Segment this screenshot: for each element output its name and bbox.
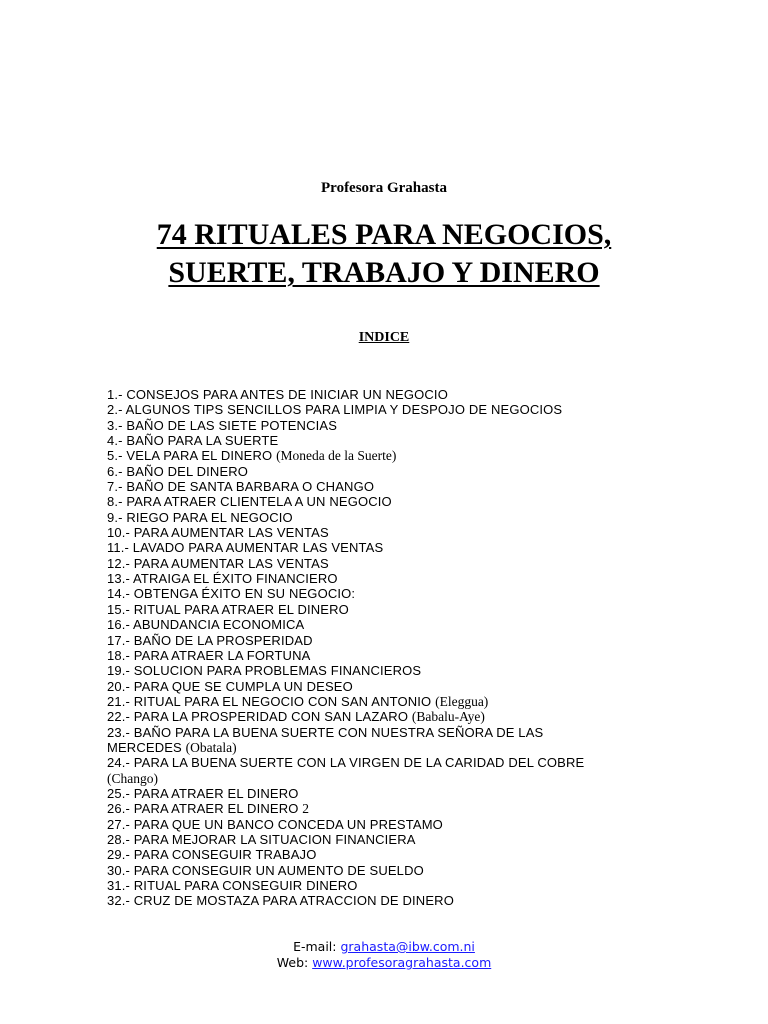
toc-entry [107,418,647,433]
toc-entry [107,817,647,832]
toc-entry [107,648,647,663]
toc-entry [107,694,647,709]
toc-entry-note: (Babalu-Aye) [411,709,485,725]
toc-entry [107,448,647,463]
toc-entry-text: 19.- SOLUCION PARA PROBLEMAS FINANCIEROS [107,663,422,679]
title-line-1: 74 RITUALES PARA NEGOCIOS, [156,218,612,251]
toc-entry-text: 30.- PARA CONSEGUIR UN AUMENTO DE SUELDO [107,862,424,878]
email-link[interactable]: grahasta@ibw.com.ni [340,939,475,954]
toc-entry-text: MERCEDES [107,739,186,755]
toc-entry-text: 28.- PARA MEJORAR LA SITUACION FINANCIERA [107,831,416,847]
toc-entry-text: 23.- BAÑO PARA LA BUENA SUERTE CON NUESTRA SEÑORA DE LAS [107,724,544,740]
toc-entry [107,771,647,786]
toc-entry-text: 27.- PARA QUE UN BANCO CONCEDA UN PRESTAMO [107,816,443,832]
index-heading: INDICE [358,330,410,345]
toc-entry-text: 12.- PARA AUMENTAR LAS VENTAS [107,555,329,571]
toc-entry [107,387,647,402]
toc-entry-text: 29.- PARA CONSEGUIR TRABAJO [107,847,317,863]
toc-entry-text: 24.- PARA LA BUENA SUERTE CON LA VIRGEN DE LA CARIDAD DEL COBRE [107,755,585,771]
toc-entry [107,863,647,878]
toc-entry-text: 21.- RITUAL PARA EL NEGOCIO CON SAN ANTONIO [107,693,436,709]
toc-entry [107,479,647,494]
toc-entry-text: 16.- ABUNDANCIA ECONOMICA [107,617,305,633]
toc-entry-text: 10.- PARA AUMENTAR LAS VENTAS [107,525,329,541]
author-name: Profesora Grahasta [321,180,447,196]
footer-web-line [0,955,768,971]
toc-entry [107,402,647,417]
document-title [0,216,768,292]
toc-entry [107,709,647,724]
toc-entry-text: 20.- PARA QUE SE CUMPLA UN DESEO [107,678,353,694]
toc-entry-text: 18.- PARA ATRAER LA FORTUNA [107,647,311,663]
toc-entry-text: 8.- PARA ATRAER CLIENTELA A UN NEGOCIO [107,494,392,510]
toc-entry [107,571,647,586]
toc-entry [107,633,647,648]
toc-entry [107,755,647,770]
toc-entry-text: 25.- PARA ATRAER EL DINERO [107,785,299,801]
toc-entry [107,494,647,509]
toc-entry [107,525,647,540]
toc-entry [107,832,647,847]
toc-entry-text: 7.- BAÑO DE SANTA BARBARA O CHANGO [107,479,375,495]
footer-email-line [0,939,768,955]
toc-entry [107,602,647,617]
toc-entry-note: (Eleggua) [435,693,489,709]
footer [0,939,768,971]
toc-entry-note: (Moneda de la Suerte) [276,448,397,464]
toc-entry-text: 9.- RIEGO PARA EL NEGOCIO [107,509,293,525]
toc-entry-text: 2.- ALGUNOS TIPS SENCILLOS PARA LIMPIA Y DESPOJO DE NEGOCIOS [107,402,563,418]
toc-entry [107,540,647,555]
toc-entry [107,679,647,694]
toc-entry-text: 32.- CRUZ DE MOSTAZA PARA ATRACCION DE DINERO [107,893,454,909]
toc-entry-text: 26.- PARA ATRAER EL DINERO [107,801,303,817]
toc-entry-text: 17.- BAÑO DE LA PROSPERIDAD [107,632,313,648]
toc-entry [107,510,647,525]
toc-entry [107,725,647,740]
toc-entry-text: 13.- ATRAIGA EL ÉXITO FINANCIERO [107,571,338,587]
toc-entry [107,464,647,479]
email-label: E-mail: [293,939,341,954]
toc-entry-text: 31.- RITUAL PARA CONSEGUIR DINERO [107,878,358,893]
toc-entry [107,433,647,448]
toc-entry-note: (Chango) [107,770,158,786]
web-link[interactable]: www.profesoragrahasta.com [312,955,492,970]
toc-entry-text: 5.- VELA PARA EL DINERO [107,448,277,464]
toc-entry [107,740,647,755]
toc-entry-text: 3.- BAÑO DE LAS SIETE POTENCIAS [107,417,338,433]
toc-entry [107,893,647,908]
toc-entry-text: 14.- OBTENGA ÉXITO EN SU NEGOCIO: [107,586,356,602]
toc-entry [107,617,647,632]
toc-entry [107,663,647,678]
toc-entry-note: 2 [302,801,310,817]
toc-entry [107,786,647,801]
toc-entry [107,586,647,601]
toc-entry-text: 15.- RITUAL PARA ATRAER EL DINERO [107,601,349,617]
toc-entry [107,556,647,571]
web-label: Web: [276,955,313,970]
toc-entry-text: 6.- BAÑO DEL DINERO [107,463,249,479]
toc-entry-text: 11.- LAVADO PARA AUMENTAR LAS VENTAS [107,540,384,556]
toc-entry [107,847,647,862]
toc-entry [107,801,647,816]
toc-entry [107,878,647,893]
title-line-2: SUERTE, TRABAJO Y DINERO [168,256,600,289]
toc-entry-text: 1.- CONSEJOS PARA ANTES DE INICIAR UN NEGOCIO [107,387,448,402]
toc-entry-text: 4.- BAÑO PARA LA SUERTE [107,433,279,449]
toc-entry-text: 22.- PARA LA PROSPERIDAD CON SAN LAZARO [107,709,412,725]
toc-entry-note: (Obatala) [185,739,237,755]
table-of-contents [107,387,647,909]
